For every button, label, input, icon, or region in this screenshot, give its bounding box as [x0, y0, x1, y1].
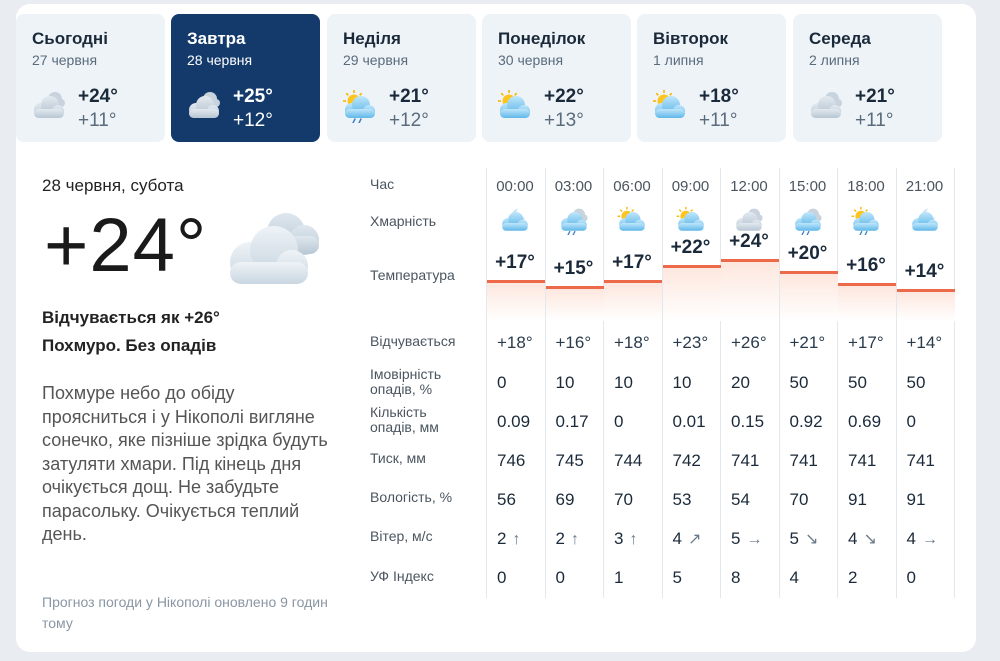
day-tmax: +18°: [699, 86, 739, 107]
hour-pressure: 742: [672, 451, 701, 470]
hour-pressure: 741: [848, 451, 877, 470]
row-label-cloud: Хмарність: [370, 213, 437, 229]
hour-feels-like: +21°: [789, 333, 826, 352]
hour-temperature: +17°: [612, 252, 652, 273]
hour-temperature: +20°: [787, 243, 828, 264]
day-tmax: +25°: [233, 86, 273, 107]
day-date: 28 червня: [187, 52, 253, 68]
sun-cloud-icon: [615, 206, 649, 240]
sun-cloud-rain-icon: [340, 89, 380, 123]
hour-temperature: +17°: [495, 252, 535, 273]
day-tab-4[interactable]: [637, 14, 786, 142]
hour-wind: [790, 529, 848, 549]
temp-bar: [604, 280, 662, 283]
hour-temperature: +14°: [904, 261, 945, 282]
hour-temperature: +16°: [846, 255, 886, 276]
day-name: Сьогодні: [32, 29, 108, 48]
wind-direction-icon: ↑: [512, 531, 521, 548]
hour-precip-probability: 50: [848, 373, 867, 392]
wind-speed: 4: [848, 529, 858, 548]
day-tabs: [16, 14, 958, 142]
hour-feels-like: +26°: [731, 333, 767, 352]
temp-bar: [546, 286, 604, 289]
row-label-uv: УФ Індекс: [370, 568, 434, 584]
hour-pressure: 746: [497, 451, 526, 470]
temp-bar: [838, 283, 896, 286]
hour-feels-like: +14°: [906, 333, 943, 352]
hour-pressure: 741: [731, 451, 760, 470]
temp-bar-fill: [721, 262, 779, 321]
day-name: Вівторок: [653, 29, 728, 48]
hour-pressure: 745: [555, 451, 584, 470]
label-line: Кількість: [370, 404, 427, 420]
day-tmin: +11°: [855, 110, 894, 131]
day-name: Середа: [809, 29, 871, 48]
hour-temperature: +22°: [670, 237, 711, 258]
row-label-feels: Відчувається: [370, 333, 456, 349]
wind-speed: 5: [731, 529, 741, 548]
wind-direction-icon: ↑: [629, 531, 638, 548]
day-tmax: +22°: [544, 86, 584, 107]
moon-cloud-icon: [908, 206, 942, 240]
condition-text: Похмуро. Без опадів: [42, 336, 217, 355]
cloud-icon: [184, 89, 224, 123]
hour-time: 18:00: [847, 178, 885, 195]
hour-wind: [731, 529, 789, 549]
day-date: 2 липня: [809, 52, 860, 68]
temp-bar-fill: [604, 283, 662, 321]
hour-feels-like: +16°: [555, 333, 592, 352]
hour-temperature: +24°: [729, 231, 769, 252]
temp-bar-fill: [487, 283, 545, 321]
hour-uv-index: 8: [731, 568, 741, 587]
hour-time: 15:00: [788, 178, 827, 195]
temp-bar: [897, 289, 955, 292]
row-label-precip-amount: [370, 405, 439, 435]
sun-cloud-icon: [495, 89, 535, 123]
moon-cloud-icon: [498, 206, 532, 240]
wind-direction-icon: →: [746, 531, 763, 548]
forecast-description: Похмуре небо до обіду проясниться і у Нікополі вигляне сонечко, яке пізніше зрідка будуть затуляти хмари. Під кінець дня очікується дощ. Не забудьте парасольку. Очікується теплий день.: [42, 383, 328, 544]
day-tmin: +12°: [233, 110, 273, 131]
wind-speed: 2: [555, 529, 565, 548]
summary-date: 28 червня, субота: [42, 176, 184, 195]
hour-precip-amount: 0.92: [789, 412, 823, 431]
hour-time: 21:00: [905, 178, 944, 195]
label-line: Імовірність: [370, 366, 442, 382]
hour-uv-index: 0: [906, 568, 916, 587]
wind-speed: 4: [672, 529, 682, 548]
temp-bar: [663, 265, 721, 268]
hour-humidity: 69: [555, 490, 575, 509]
hour-uv-index: 4: [789, 568, 799, 587]
hour-humidity: 70: [614, 490, 633, 509]
temp-bar-fill: [897, 292, 955, 321]
hour-precip-probability: 10: [614, 373, 633, 392]
wind-speed: 2: [497, 529, 507, 548]
day-tab-2[interactable]: [327, 14, 476, 142]
hour-precip-probability: 10: [672, 373, 692, 392]
hour-temperature: +15°: [553, 258, 594, 279]
sun-cloud-icon: [674, 206, 708, 240]
day-tmax: +21°: [389, 86, 429, 107]
hour-precip-amount: 0.69: [848, 412, 882, 431]
temp-bar-fill: [663, 268, 721, 321]
temp-bar: [721, 259, 779, 262]
day-tab-1[interactable]: [171, 14, 320, 142]
hour-humidity: 91: [848, 490, 867, 509]
temp-bar-fill: [780, 274, 838, 321]
day-tmin: +11°: [699, 110, 738, 131]
feels-like: Відчувається як +26°: [42, 308, 220, 327]
row-label-precip-prob: [370, 367, 441, 397]
temp-bar: [487, 280, 545, 283]
wind-direction-icon: ↑: [570, 531, 579, 548]
hour-uv-index: 1: [614, 568, 624, 587]
wind-speed: 3: [614, 529, 624, 548]
wind-speed: 4: [906, 529, 916, 548]
row-label-temp: Температура: [370, 267, 455, 283]
hour-time: 09:00: [671, 178, 710, 195]
hour-wind: [673, 529, 731, 549]
hour-humidity: 54: [731, 490, 750, 509]
temp-bar: [780, 271, 838, 274]
hour-uv-index: 0: [555, 568, 565, 587]
day-name: Понеділок: [498, 29, 586, 48]
cloud-rain-icon: [791, 206, 825, 240]
hour-precip-amount: 0.09: [497, 412, 531, 431]
hour-humidity: 56: [497, 490, 516, 509]
day-tmin: +13°: [544, 110, 584, 131]
day-tmax: +21°: [855, 86, 895, 107]
cloud-rain-icon: [557, 206, 591, 240]
day-tmin: +12°: [389, 110, 429, 131]
hour-precip-probability: 20: [731, 373, 750, 392]
hour-feels-like: +18°: [497, 333, 533, 352]
day-date: 27 червня: [32, 52, 98, 68]
wind-direction-icon: ↗: [687, 531, 702, 548]
hour-pressure: 741: [789, 451, 818, 470]
wind-direction-icon: ↘: [863, 531, 877, 548]
day-date: 29 червня: [343, 52, 409, 68]
hour-precip-probability: 0: [497, 373, 507, 392]
day-date: 30 червня: [498, 52, 564, 68]
hour-wind: [848, 529, 906, 549]
hour-precip-amount: 0: [614, 412, 624, 431]
sun-cloud-icon: [650, 89, 690, 123]
hour-precip-amount: 0.17: [555, 412, 589, 431]
hour-time: 00:00: [496, 178, 534, 195]
hour-humidity: 91: [906, 490, 926, 509]
row-label-wind: Вітер, м/с: [370, 528, 433, 544]
hour-precip-probability: 50: [789, 373, 809, 392]
row-label-time: Час: [370, 176, 395, 192]
hour-wind: [614, 529, 672, 549]
label-line: опадів, мм: [370, 419, 439, 435]
hour-pressure: 744: [614, 451, 643, 470]
temp-bar-fill: [546, 289, 604, 321]
hour-feels-like: +18°: [614, 333, 650, 352]
cloud-icon: [806, 89, 846, 123]
hour-time: 06:00: [613, 178, 651, 195]
hour-wind: [497, 529, 555, 549]
hour-precip-amount: 0: [906, 412, 916, 431]
column-divider: [486, 168, 487, 598]
label-line: опадів, %: [370, 381, 433, 397]
hour-precip-probability: 10: [555, 373, 575, 392]
hour-precip-probability: 50: [906, 373, 926, 392]
hour-humidity: 70: [789, 490, 809, 509]
hour-time: 03:00: [554, 178, 593, 195]
hour-precip-amount: 0.01: [672, 412, 706, 431]
wind-direction-icon: ↘: [804, 531, 819, 548]
hour-pressure: 741: [906, 451, 935, 470]
hour-precip-amount: 0.15: [731, 412, 765, 431]
cloud-icon: [29, 89, 69, 123]
cloud-icon: [222, 208, 324, 290]
day-tmin: +11°: [78, 110, 117, 131]
temp-bar-fill: [838, 286, 896, 321]
day-date: 1 липня: [653, 52, 704, 68]
updated-note: Прогноз погоди у Нікополі оновлено 9 годин тому: [42, 594, 328, 631]
sun-cloud-rain-icon: [849, 206, 883, 240]
day-tab-0[interactable]: [16, 14, 165, 142]
hour-uv-index: 2: [848, 568, 858, 587]
day-name: Завтра: [187, 29, 246, 48]
hour-feels-like: +23°: [672, 333, 709, 352]
wind-direction-icon: →: [921, 531, 938, 548]
row-label-pressure: Тиск, мм: [370, 450, 426, 466]
day-name: Неділя: [343, 29, 401, 48]
row-label-humidity: Вологість, %: [370, 489, 453, 505]
day-tab-5[interactable]: [793, 14, 942, 142]
hour-uv-index: 0: [497, 568, 507, 587]
hour-uv-index: 5: [672, 568, 682, 587]
current-temperature: +24°: [44, 203, 208, 288]
hour-wind: [907, 529, 965, 549]
wind-speed: 5: [789, 529, 799, 548]
hour-time: 12:00: [730, 178, 768, 195]
day-tab-3[interactable]: [482, 14, 631, 142]
day-tmax: +24°: [78, 86, 118, 107]
hour-wind: [556, 529, 614, 549]
hour-humidity: 53: [672, 490, 692, 509]
hour-feels-like: +17°: [848, 333, 884, 352]
